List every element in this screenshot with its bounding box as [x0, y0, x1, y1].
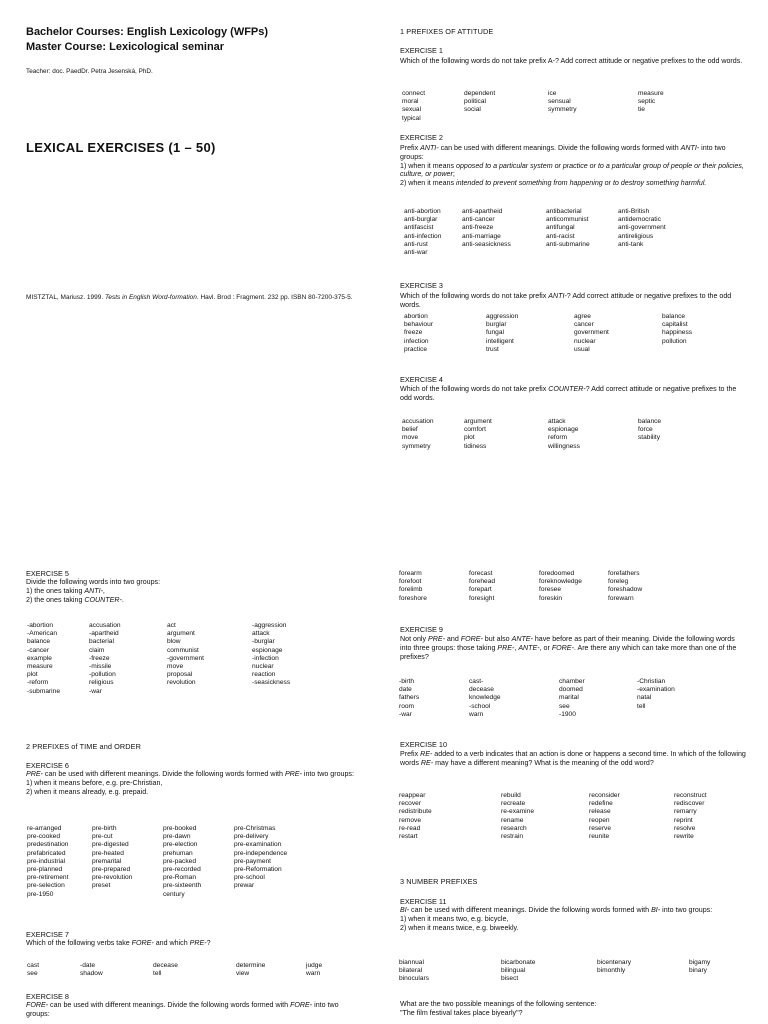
word: bilingual	[501, 967, 526, 975]
word: century	[163, 890, 185, 898]
word: pre-revolution	[92, 874, 133, 882]
word: date	[399, 686, 412, 694]
word: judge	[306, 962, 323, 969]
word: pre-school	[234, 874, 265, 882]
exercise-4-instructions: Which of the following words do not take prefix COUNTER-? Add correct attitude or negative prefixes to the odd words.	[400, 385, 737, 402]
word: happiness	[662, 329, 693, 337]
fore-col-4	[608, 570, 642, 603]
word: measure	[27, 663, 53, 671]
word: cast	[27, 962, 40, 969]
exercise-3-col-4	[662, 313, 692, 346]
word: reform	[548, 434, 568, 442]
word: doomed	[559, 686, 583, 694]
word: pre-digested	[92, 841, 129, 849]
exercise-10-instructions: Prefix RE- added to a verb indicates that an action is done or happens a second time. In which of the following words RE- may have a different meaning? What is the meaning of the odd word?	[400, 750, 746, 767]
word: example	[27, 654, 52, 662]
exercise-4-col-2	[464, 418, 492, 451]
word: -1900	[559, 710, 576, 718]
word: anti-abortion	[404, 208, 441, 215]
word: bilateral	[399, 967, 423, 975]
word: pre-prepared	[92, 866, 131, 874]
word: pre-birth	[92, 825, 117, 832]
word: antifascist	[404, 224, 434, 232]
word: tell	[153, 970, 162, 978]
exercise-7-col-2	[80, 962, 103, 978]
word: bimonthly	[597, 967, 626, 975]
word: plot	[464, 434, 475, 442]
word: foreskin	[539, 594, 563, 602]
word: -war	[399, 710, 412, 718]
word: -missile	[89, 663, 112, 671]
word: bacterial	[89, 638, 114, 646]
word: antibacterial	[546, 208, 582, 215]
exercise-9-heading: EXERCISE 9	[400, 625, 443, 634]
word: -abortion	[27, 622, 54, 629]
word: reaction	[252, 671, 276, 679]
word: foresight	[469, 594, 495, 602]
exercise-11-col-4	[689, 959, 710, 975]
word: re-read	[399, 824, 421, 832]
word: accusation	[89, 622, 121, 629]
word: freeze	[404, 329, 423, 337]
word: foreshore	[399, 594, 427, 602]
word: capitalist	[662, 321, 688, 329]
word: -seasickness	[252, 679, 291, 687]
word: -apartheid	[89, 630, 119, 638]
word: government	[574, 329, 609, 337]
word: pre-planned	[27, 866, 63, 874]
fore-col-3	[539, 570, 582, 603]
word: knowledge	[469, 694, 501, 702]
ref-title: Tests in English Word-formation	[104, 294, 197, 301]
word: pre-booked	[163, 825, 197, 832]
exercise-10-col-2	[501, 792, 534, 841]
word: room	[399, 702, 415, 710]
exercise-6-col-4	[234, 825, 287, 891]
word: -examination	[637, 686, 675, 694]
word: anticommunist	[546, 216, 589, 224]
word: -school	[469, 702, 491, 710]
word: move	[402, 434, 419, 442]
word: pre-sixteenth	[163, 882, 202, 890]
teacher-line: Teacher: doc. PaedDr. Petra Jesenská, PhD.	[26, 68, 153, 75]
word: redistribute	[399, 808, 432, 816]
word: reserve	[589, 824, 611, 832]
word: attack	[548, 418, 566, 425]
word: anti-seasickness	[462, 240, 511, 248]
word: forefoot	[399, 578, 422, 586]
exercise-3-heading: EXERCISE 3	[400, 281, 443, 290]
word: pre-retirement	[27, 874, 69, 882]
word: septic	[638, 98, 656, 106]
word: natal	[637, 694, 652, 702]
word: prefabricated	[27, 849, 66, 857]
word: social	[464, 106, 481, 114]
word: dependent	[464, 90, 496, 97]
word: pre-Reformation	[234, 866, 282, 874]
exercise-8-heading: EXERCISE 8	[26, 992, 69, 1001]
word: -aggression	[252, 622, 287, 629]
word: restart	[399, 833, 418, 841]
course-bachelor: Bachelor Courses: English Lexicology (WFPs)	[26, 26, 269, 38]
exercise-3-col-2	[486, 313, 518, 354]
word: anti-submarine	[546, 240, 590, 248]
word: accusation	[402, 418, 434, 425]
word: force	[638, 426, 653, 434]
word: anti-freeze	[462, 224, 494, 232]
word: tidiness	[464, 442, 487, 450]
word: forecast	[469, 570, 493, 577]
word: remove	[399, 816, 421, 824]
word: symmetry	[402, 442, 431, 450]
word: reprint	[674, 816, 693, 824]
word: decease	[153, 962, 178, 969]
word: burglar	[486, 321, 507, 329]
word: reunite	[589, 833, 610, 841]
word: forewarn	[608, 594, 634, 602]
word: -freeze	[89, 654, 110, 662]
word: anti-cancer	[462, 216, 495, 224]
word: antireligious	[618, 232, 654, 240]
word: -submarine	[27, 687, 60, 695]
word: determine	[236, 962, 266, 969]
word: infection	[404, 337, 429, 345]
word: warn	[469, 710, 484, 718]
exercise-3-col-3	[574, 313, 609, 354]
exercise-1-instructions: Which of the following words do not take prefix A-? Add correct attitude or negative prefixes to the odd words.	[400, 57, 743, 65]
word: communist	[167, 646, 199, 654]
exercise-5-heading: EXERCISE 5	[26, 569, 69, 578]
exercise-9-col-1	[399, 678, 419, 719]
word: marital	[559, 694, 579, 702]
word: stability	[638, 434, 660, 442]
word: pre-election	[163, 841, 198, 849]
word: -cancer	[27, 646, 49, 654]
word: blow	[167, 638, 181, 646]
word: pre-packed	[163, 857, 196, 865]
word: political	[464, 98, 486, 106]
word: -American	[27, 630, 58, 638]
exercise-9-col-2	[469, 678, 501, 719]
exercise-4-col-3	[548, 418, 580, 451]
exercise-2-col-4	[618, 208, 666, 249]
word: pre-Christmas	[234, 825, 276, 832]
exercise-4-col-1	[402, 418, 434, 451]
word: re-examine	[501, 808, 534, 816]
word: bicarbonate	[501, 959, 536, 966]
word: espionage	[548, 426, 579, 434]
word: -burglar	[252, 638, 275, 646]
word: aggression	[486, 313, 519, 320]
word: forehead	[469, 578, 496, 586]
word: sensual	[548, 98, 571, 106]
word: practice	[404, 345, 428, 353]
word: pre-cooked	[27, 833, 60, 841]
exercise-10-col-3	[589, 792, 620, 841]
word: -reform	[27, 679, 49, 687]
word: trust	[486, 345, 499, 353]
exercise-4-col-4	[638, 418, 661, 443]
page-1	[0, 0, 384, 560]
word: recreate	[501, 800, 526, 808]
word: nuclear	[574, 337, 596, 345]
word: anti-burglar	[404, 216, 438, 224]
word: tie	[638, 106, 645, 114]
word: -birth	[399, 678, 415, 685]
word: recover	[399, 800, 421, 808]
exercise-7-col-4	[236, 962, 265, 978]
word: fathers	[399, 694, 420, 702]
exercise-5-col-4	[252, 622, 290, 688]
exercise-1-heading: EXERCISE 1	[400, 46, 443, 55]
word: move	[167, 663, 184, 671]
word: sexual	[402, 106, 422, 114]
exercise-10-col-1	[399, 792, 432, 841]
word: rewrite	[674, 833, 694, 841]
exercise-11-question: What are the two possible meanings of the following sentence: "The film festival takes place biyearly"?	[400, 1000, 597, 1017]
word: anti-racist	[546, 232, 575, 240]
word: biannual	[399, 959, 424, 966]
exercise-5-instructions: Divide the following words into two groups: 1) the ones taking ANTI-, 2) the ones taking COUNTER-.	[26, 578, 161, 604]
exercise-10-col-4	[674, 792, 707, 841]
word: reopen	[589, 816, 610, 824]
word: see	[559, 702, 570, 710]
word: -pollution	[89, 671, 116, 679]
word: bigamy	[689, 959, 711, 966]
exercise-9-col-4	[637, 678, 675, 711]
word: anti-infection	[404, 232, 442, 240]
fore-col-2	[469, 570, 495, 603]
word: rediscover	[674, 800, 705, 808]
exercise-6-instructions: PRE- can be used with different meanings. Divide the following words formed with PRE- into two groups: 1) when it means before, e.g. pre-Christian, 2) when it means already, e.g. prepaid.	[26, 770, 354, 796]
exercise-2-heading: EXERCISE 2	[400, 133, 443, 142]
exercise-7-col-1	[27, 962, 39, 978]
ref-publisher: . Havl. Brod : Fragment. 232 pp. ISBN 80-7200-375-5.	[196, 294, 353, 301]
exercise-7-instructions: Which of the following verbs take FORE- and which PRE-?	[26, 939, 211, 947]
word: balance	[27, 638, 51, 646]
word: agree	[574, 313, 591, 320]
word: pre-recorded	[163, 866, 201, 874]
word: symmetry	[548, 106, 577, 114]
word: abortion	[404, 313, 428, 320]
word: anti-rust	[404, 240, 428, 248]
word: act	[167, 622, 176, 629]
word: intelligent	[486, 337, 514, 345]
word: anti-government	[618, 224, 666, 232]
word: willingness	[548, 442, 580, 450]
exercise-9-instructions: Not only PRE- and FORE- but also ANTE- have before as part of their meaning. Divide the following words into three groups: those taking PRE-, ANTE-, or FORE-. Are there any which can take more than one of the prefixes?	[400, 635, 737, 661]
exercise-9-col-3	[559, 678, 585, 719]
word: cancer	[574, 321, 594, 329]
exercise-6-heading: EXERCISE 6	[26, 761, 69, 770]
word: decease	[469, 686, 494, 694]
word: anti-British	[618, 208, 650, 215]
word: anti-war	[404, 249, 428, 257]
word: foredoomed	[539, 570, 575, 577]
document-title: LEXICAL EXERCISES (1 – 50)	[26, 140, 216, 155]
word: pre-delivery	[234, 833, 269, 841]
course-master: Master Course: Lexicological seminar	[26, 41, 225, 53]
exercise-1-col-1	[402, 90, 425, 123]
word: remarry	[674, 808, 697, 816]
word: balance	[638, 418, 662, 425]
word: antifungal	[546, 224, 575, 232]
page-3	[0, 560, 384, 1024]
word: measure	[638, 90, 664, 97]
word: foreleg	[608, 578, 629, 586]
word: balance	[662, 313, 686, 320]
exercise-5-col-1	[27, 622, 60, 696]
exercise-7-col-3	[153, 962, 178, 978]
word: argument	[464, 418, 492, 425]
word: rebuild	[501, 792, 521, 799]
word: see	[27, 970, 38, 978]
word: moral	[402, 98, 419, 106]
exercise-5-col-2	[89, 622, 121, 696]
word: tell	[637, 702, 646, 710]
word: rename	[501, 816, 524, 824]
word: anti-apartheid	[462, 208, 503, 215]
page-2	[384, 0, 768, 560]
ref-author: MISTZTAL, Mariusz. 1999.	[26, 294, 105, 301]
exercise-2-col-2	[462, 208, 511, 249]
exercise-6-col-2	[92, 825, 132, 891]
word: -infection	[252, 654, 279, 662]
word: pre-examination	[234, 841, 282, 849]
exercise-1-col-4	[638, 90, 664, 115]
exercise-10-heading: EXERCISE 10	[400, 740, 448, 749]
exercise-11-col-2	[501, 959, 535, 984]
word: forearm	[399, 570, 422, 577]
exercise-3-col-1	[404, 313, 433, 354]
word: pollution	[662, 337, 687, 345]
word: revolution	[167, 679, 196, 687]
word: pre-industrial	[27, 857, 66, 865]
word: research	[501, 824, 527, 832]
word: ice	[548, 90, 557, 97]
word: reconstruct	[674, 792, 707, 799]
word: argument	[167, 630, 195, 638]
word: forelimb	[399, 586, 423, 594]
word: prewar	[234, 882, 255, 890]
word: claim	[89, 646, 105, 654]
word: nuclear	[252, 663, 274, 671]
word: redefine	[589, 800, 613, 808]
word: belief	[402, 426, 418, 434]
word: pre-1950	[27, 890, 54, 898]
word: pre-dawn	[163, 833, 191, 841]
exercise-1-col-3	[548, 90, 577, 115]
reference-citation	[26, 294, 366, 303]
word: religious	[89, 679, 114, 687]
word: pre-selection	[27, 882, 65, 890]
word: attack	[252, 630, 270, 638]
exercise-7-heading: EXERCISE 7	[26, 930, 69, 939]
word: anti-tank	[618, 240, 644, 248]
exercise-6-col-1	[27, 825, 68, 899]
word: premarital	[92, 857, 122, 865]
word: predestination	[27, 841, 69, 849]
page-4	[384, 560, 768, 1024]
exercise-11-col-1	[399, 959, 429, 984]
word: reconsider	[589, 792, 620, 799]
section-heading-attitude: 1 PREFIXES OF ATTITUDE	[400, 27, 494, 36]
word: foresee	[539, 586, 561, 594]
word: re-arranged	[27, 825, 62, 832]
exercise-11-col-3	[597, 959, 631, 975]
fore-col-1	[399, 570, 427, 603]
word: comfort	[464, 426, 486, 434]
word: usual	[574, 345, 590, 353]
word: bisect	[501, 975, 519, 983]
word: typical	[402, 114, 421, 122]
exercise-7-col-5	[306, 962, 322, 978]
word: binary	[689, 967, 707, 975]
word: espionage	[252, 646, 283, 654]
word: bicentenary	[597, 959, 632, 966]
word: plot	[27, 671, 38, 679]
word: antidemocratic	[618, 216, 661, 224]
word: -Christian	[637, 678, 666, 685]
exercise-11-instructions: BI- can be used with different meanings. Divide the following words formed with BI- into two groups: 1) when it means two, e.g. bicycle, 2) when it means twice, e.g. biweekly.	[400, 906, 713, 932]
word: cast-	[469, 678, 484, 685]
word: view	[236, 970, 250, 978]
exercise-8-instructions: FORE- can be used with different meanings. Divide the following words formed with FORE- into two groups:	[26, 1001, 339, 1018]
word: -war	[89, 687, 102, 695]
exercise-2-instructions: Prefix ANTI- can be used with different meanings. Divide the following words formed with ANTI- into two groups: 1) when it means opposed to a particular system or practice or to a particular group of people or their policies, culture, or power; 2) when it means intended to prevent something from happening or to destroy something harmful.	[400, 144, 744, 188]
word: foreshadow	[608, 586, 643, 594]
word: prehuman	[163, 849, 193, 857]
word: anti-marriage	[462, 232, 501, 240]
word: -government	[167, 654, 205, 662]
word: connect	[402, 90, 426, 97]
word: resolve	[674, 824, 696, 832]
word: behaviour	[404, 321, 433, 329]
word: pre-independence	[234, 849, 288, 857]
exercise-6-col-3	[163, 825, 201, 899]
section-heading-time-order: 2 PREFIXES of TIME and ORDER	[26, 742, 141, 751]
word: pre-cut	[92, 833, 113, 841]
word: shadow	[80, 970, 103, 978]
word: fungal	[486, 329, 504, 337]
section-heading-number: 3 NUMBER PREFIXES	[400, 877, 478, 886]
word: foreknowledge	[539, 578, 582, 586]
word: proposal	[167, 671, 193, 679]
word: warn	[306, 970, 321, 978]
word: reappear	[399, 792, 426, 799]
word: preset	[92, 882, 111, 890]
word: restrain	[501, 833, 523, 841]
word: release	[589, 808, 611, 816]
exercise-3-instructions: Which of the following words do not take prefix ANTI-? Add correct attitude or negative prefixes to the odd words.	[400, 292, 732, 309]
exercise-4-heading: EXERCISE 4	[400, 375, 443, 384]
exercise-11-heading: EXERCISE 11	[400, 897, 447, 906]
word: pre-Roman	[163, 874, 196, 882]
word: chamber	[559, 678, 585, 685]
word: binoculars	[399, 975, 430, 983]
word: pre-payment	[234, 857, 272, 865]
exercise-1-col-2	[464, 90, 495, 115]
word: forepart	[469, 586, 492, 594]
exercise-2-col-1	[404, 208, 441, 257]
word: pre-heated	[92, 849, 124, 857]
exercise-5-col-3	[167, 622, 204, 688]
word: forefathers	[608, 570, 640, 577]
exercise-2-col-3	[546, 208, 590, 249]
word: -date	[80, 962, 96, 969]
